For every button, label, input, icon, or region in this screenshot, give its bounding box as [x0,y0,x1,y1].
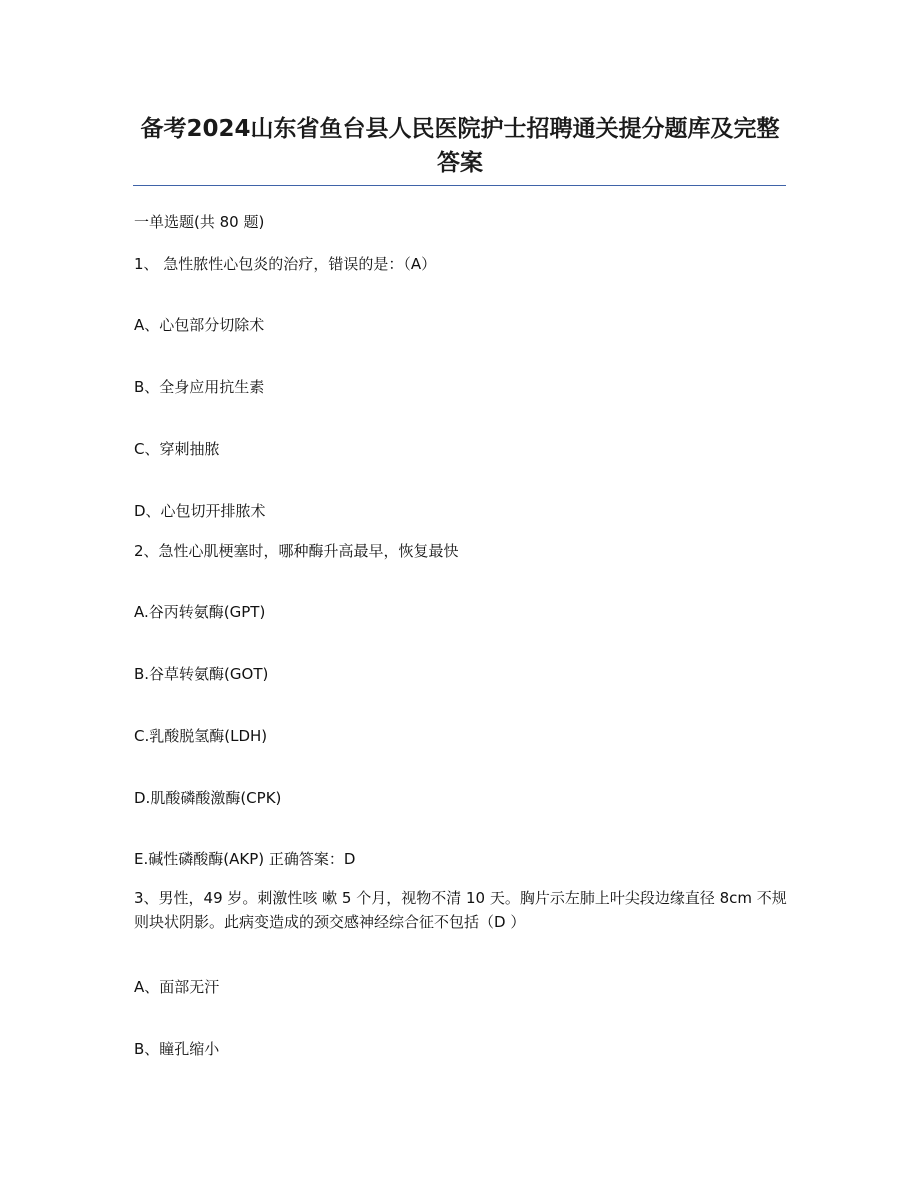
question-1-stem: 1、 急性脓性心包炎的治疗，错误的是：（A） [134,255,437,273]
question-2-option-d: D.肌酸磷酸激酶(CPK) [134,789,282,807]
question-2-option-e-answer: E.碱性磷酸酶(AKP) 正确答案：D [134,850,356,868]
question-2-stem: 2、急性心肌梗塞时，哪种酶升高最早，恢复最快 [134,542,459,560]
question-1-option-d: D、心包切开排脓术 [134,502,266,520]
question-1-option-c: C、穿刺抽脓 [134,440,220,458]
question-2-option-c: C.乳酸脱氢酶(LDH) [134,727,268,745]
question-2-option-b: B.谷草转氨酶(GOT) [134,665,269,683]
title-divider [133,185,786,186]
section-heading: 一单选题(共 80 题) [134,213,265,231]
question-2-option-a: A.谷丙转氨酶(GPT) [134,603,266,621]
document-title: 备考2024山东省鱼台县人民医院护士招聘通关提分题库及完整答案 [140,116,780,176]
question-3-stem: 3、男性，49 岁。刺激性咳 嗽 5 个月，视物不清 10 天。胸片示左肺上叶尖段边缘直径 8cm 不规则块状阴影。此病变造成的颈交感神经综合征不包括（D ） [134,889,787,931]
question-3-option-a: A、面部无汗 [134,978,220,996]
question-1-option-b: B、全身应用抗生素 [134,378,265,396]
question-1-option-a: A、心包部分切除术 [134,316,265,334]
question-3-option-b: B、瞳孔缩小 [134,1040,220,1058]
